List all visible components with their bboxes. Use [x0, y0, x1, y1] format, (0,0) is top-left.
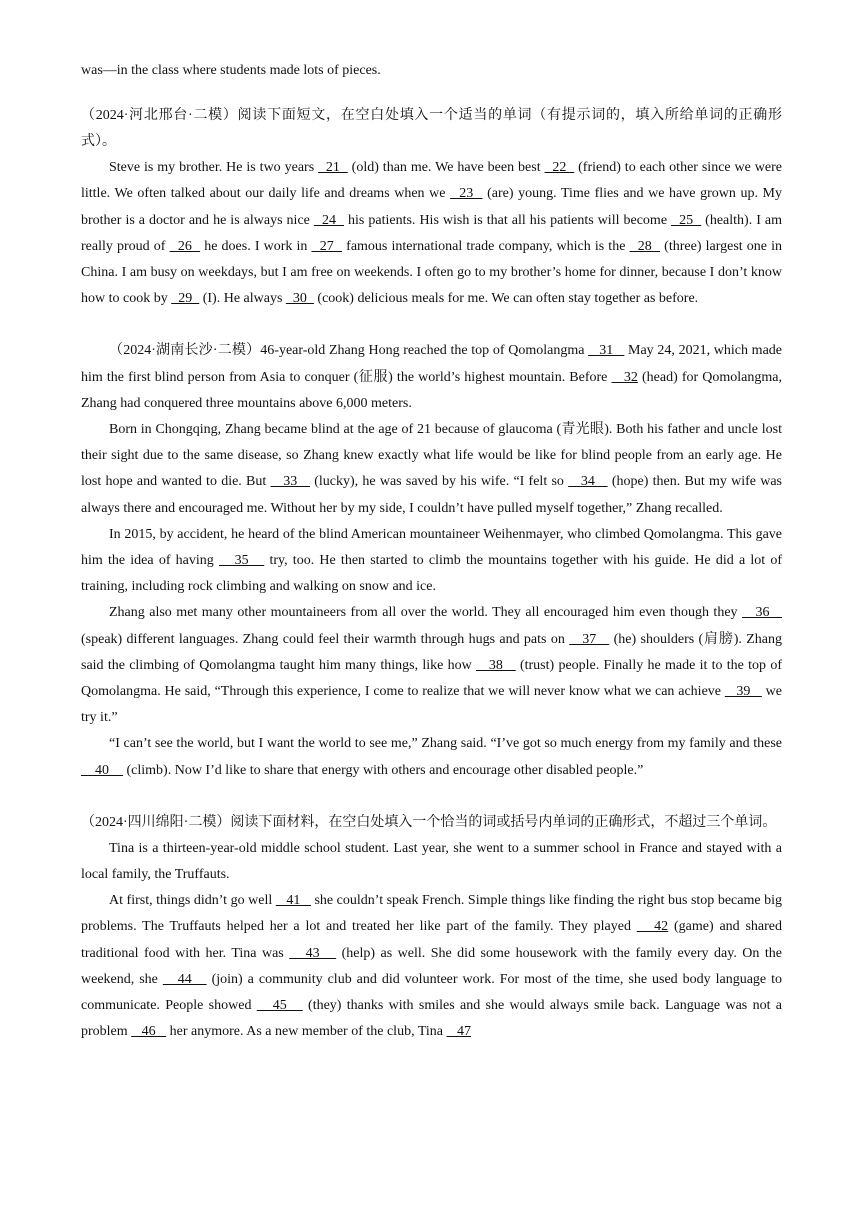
paragraph	[81, 417, 782, 522]
answer-blank[interactable]: 29	[171, 291, 200, 307]
text-run: (join) a community club and did volunteer work. For most of the time, she used body language to communicate. People showed	[81, 971, 782, 1014]
answer-blank[interactable]: 37	[569, 631, 610, 647]
paragraph	[81, 888, 782, 1045]
answer-blank[interactable]: 28	[629, 238, 661, 254]
section-sichuan	[81, 810, 782, 1046]
spacer	[81, 312, 782, 338]
text-run: (help) as well. She did some housework with the family every day. On the weekend, she	[81, 945, 782, 987]
answer-blank[interactable]: 42	[636, 919, 669, 935]
paragraph	[81, 155, 782, 312]
answer-blank[interactable]: 21	[318, 160, 348, 176]
answer-blank[interactable]: 25	[671, 212, 702, 228]
text-run: May 24, 2021, which made him the first blind person from Asia to conquer (征服) the world’s highest mountain. Before	[81, 343, 783, 385]
answer-blank[interactable]: 32	[611, 369, 638, 385]
text-run: (they) thanks with smiles and she would always smile back. Language was not a problem	[81, 998, 782, 1040]
text-run: (climb). Now I’d like to share that energy with others and encourage other disabled people.”	[123, 762, 644, 778]
section-hebei	[81, 103, 782, 312]
text-run: she couldn’t speak French. Simple things like finding the right bus stop became big problems. The Truffauts helped her a lot and treated her like part of the family. They played	[81, 893, 782, 935]
text-run: （2024·湖南长沙·二模）46-year-old Zhang Hong reached the top of Qomolangma	[109, 343, 589, 359]
text-run: Tina is a thirteen-year-old middle school student. Last year, she went to a summer school in France and stayed with a local family, the Truffauts.	[81, 840, 782, 883]
text-run: (game) and shared traditional food with her. Tina was	[81, 919, 782, 961]
paragraph	[81, 338, 782, 417]
paragraph	[81, 600, 782, 731]
answer-blank[interactable]: 23	[450, 186, 483, 202]
top-line: was—in the class where students made lots of pieces.	[81, 63, 381, 78]
answer-blank[interactable]: 44	[162, 971, 207, 987]
text-run: (hope) then. But my wife was always there and encouraged me. Without her by my side, I couldn’t have pulled myself together,” Zhang recalled.	[81, 474, 782, 516]
section-hunan	[81, 338, 782, 783]
text-run: he does. I work in	[200, 238, 312, 254]
text-run: (old) than me. We have been best	[347, 160, 545, 176]
answer-blank[interactable]: 45	[256, 998, 303, 1014]
text-run: In 2015, by accident, he heard of the blind American mountaineer Weihenmayer, who climbed Qomolangma. This gave him the idea of having	[81, 526, 782, 569]
text-run: we try it.”	[81, 684, 782, 726]
section-intro: （2024·河北邢台·二模）阅读下面短文，在空白处填入一个适当的单词（有提示词的，填入所给单词的正确形式）。	[81, 108, 782, 150]
passage	[81, 155, 782, 312]
passage	[81, 338, 782, 783]
text-run: famous international trade company, which is the	[342, 238, 630, 254]
answer-blank[interactable]: 40	[81, 762, 123, 778]
answer-blank[interactable]: 24	[313, 212, 344, 228]
text-run: (three) largest one in China. I am busy on weekdays, but I am free on weekends. I often go to my brother’s home for dinner, because I don’t know how to cook by	[81, 238, 783, 307]
answer-blank[interactable]: 34	[568, 474, 608, 490]
answer-blank[interactable]: 22	[544, 160, 575, 176]
answer-blank[interactable]: 39	[724, 684, 762, 700]
answer-blank[interactable]: 33	[270, 474, 310, 490]
passage	[81, 836, 782, 1046]
answer-blank[interactable]: 27	[311, 238, 343, 254]
text-run: (are) young. Time flies and we have grown up. My brother is a doctor and he is always nice	[81, 186, 782, 228]
paragraph	[81, 522, 782, 601]
text-run: his patients. His wish is that all his patients will become	[344, 212, 672, 228]
paragraph	[81, 836, 782, 888]
answer-blank[interactable]: 46	[131, 1024, 167, 1040]
answer-blank[interactable]: 31	[588, 343, 625, 359]
answer-blank[interactable]: 41	[275, 893, 311, 909]
text-run: (speak) different languages. Zhang could feel their warmth through hugs and pats on	[81, 631, 570, 647]
text-run: (friend) to each other since we were little. We often talked about our daily life and dreams when we	[81, 160, 782, 202]
text-run: (cook) delicious meals for me. We can often stay together as before.	[313, 291, 699, 307]
text-run: Steve is my brother. He is two years	[109, 160, 319, 176]
text-run: her anymore. As a new member of the club, Tina	[166, 1024, 447, 1040]
section-intro: （2024·四川绵阳·二模）阅读下面材料，在空白处填入一个恰当的词或括号内单词的正确形式，不超过三个单词。	[81, 814, 777, 830]
text-run: (I). He always	[199, 291, 286, 307]
text-run: (lucky), he was saved by his wife. “I felt so	[309, 474, 569, 490]
paragraph	[81, 731, 782, 783]
answer-blank[interactable]: 30	[285, 291, 314, 307]
text-run: Born in Chongqing, Zhang became blind at the age of 21 because of glaucoma (青光眼). Both his father and uncle lost their sight due to the same disease, so Zhang knew exactly what life would be like for blind people from an early age. He lost hope and wanted to die. But	[81, 422, 782, 490]
text-run: (health). I am really proud of	[81, 212, 783, 254]
spacer	[81, 84, 782, 103]
text-run: (trust) people. Finally he made it to the top of Qomolangma. He said, “Through this experience, I come to realize that we will never know what we can achieve	[81, 657, 782, 700]
text-run: try, too. He then started to climb the mountains together with his guide. He did a lot of training, including rock climbing and walking on snow and ice.	[81, 553, 783, 595]
text-run: “I can’t see the world, but I want the world to see me,” Zhang said. “I’ve got so much energy from my family and these	[109, 736, 782, 752]
text-run: At first, things didn’t go well	[109, 893, 276, 909]
spacer	[81, 784, 782, 810]
answer-blank[interactable]: 38	[476, 657, 516, 673]
answer-blank[interactable]: 47	[446, 1024, 471, 1040]
answer-blank[interactable]: 43	[289, 945, 337, 961]
text-run: (he) shoulders (肩膀). Zhang said the climbing of Qomolangma taught him many things, like how	[81, 631, 783, 673]
answer-blank[interactable]: 26	[169, 238, 201, 254]
answer-blank[interactable]: 35	[219, 553, 265, 569]
answer-blank[interactable]: 36	[742, 605, 782, 621]
text-run: Zhang also met many other mountaineers from all over the world. They all encouraged him even though they	[109, 605, 743, 621]
text-run: (head) for Qomolangma, Zhang had conquered three mountains above 6,000 meters.	[81, 369, 782, 411]
